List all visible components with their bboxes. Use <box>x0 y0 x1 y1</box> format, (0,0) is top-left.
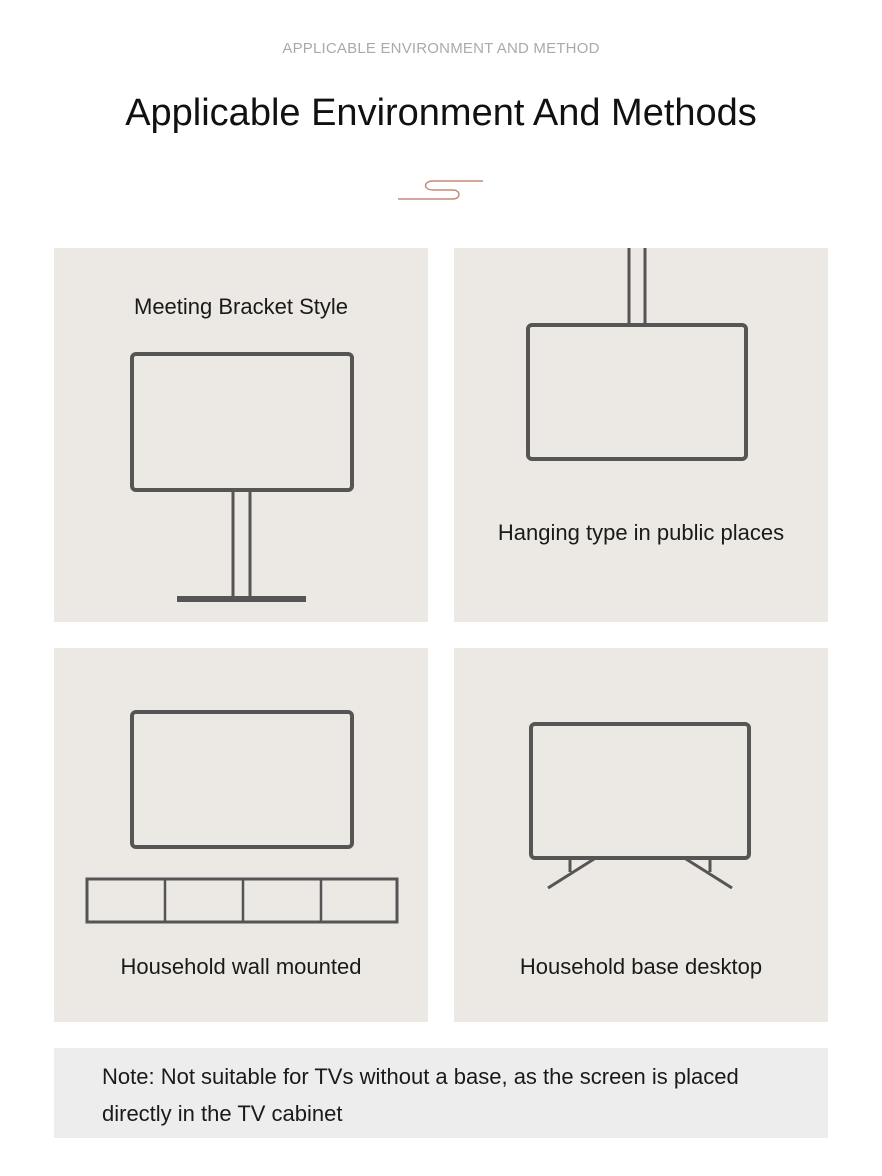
ceiling-mount-tv-icon <box>454 248 828 622</box>
floor-stand-tv-icon <box>54 248 428 622</box>
panel-wall-mounted <box>54 648 428 1022</box>
panel-hanging-public <box>454 248 828 622</box>
page-title: Applicable Environment And Methods <box>125 92 757 134</box>
panel-label: Hanging type in public places <box>497 520 785 545</box>
section-subtitle: APPLICABLE ENVIRONMENT AND METHOD <box>282 40 600 57</box>
note-text: Note: Not suitable for TVs without a base, as the screen is placed directly in the TV cabinet <box>102 1064 739 1126</box>
panel-base-desktop <box>454 648 828 1022</box>
panel-label: Meeting Bracket Style <box>134 294 348 319</box>
panel-label: Household wall mounted <box>120 954 362 979</box>
panel-label: Household base desktop <box>519 954 763 979</box>
decorative-divider-icon <box>395 178 490 204</box>
panel-meeting-bracket <box>54 248 428 622</box>
note-box <box>54 1048 828 1138</box>
